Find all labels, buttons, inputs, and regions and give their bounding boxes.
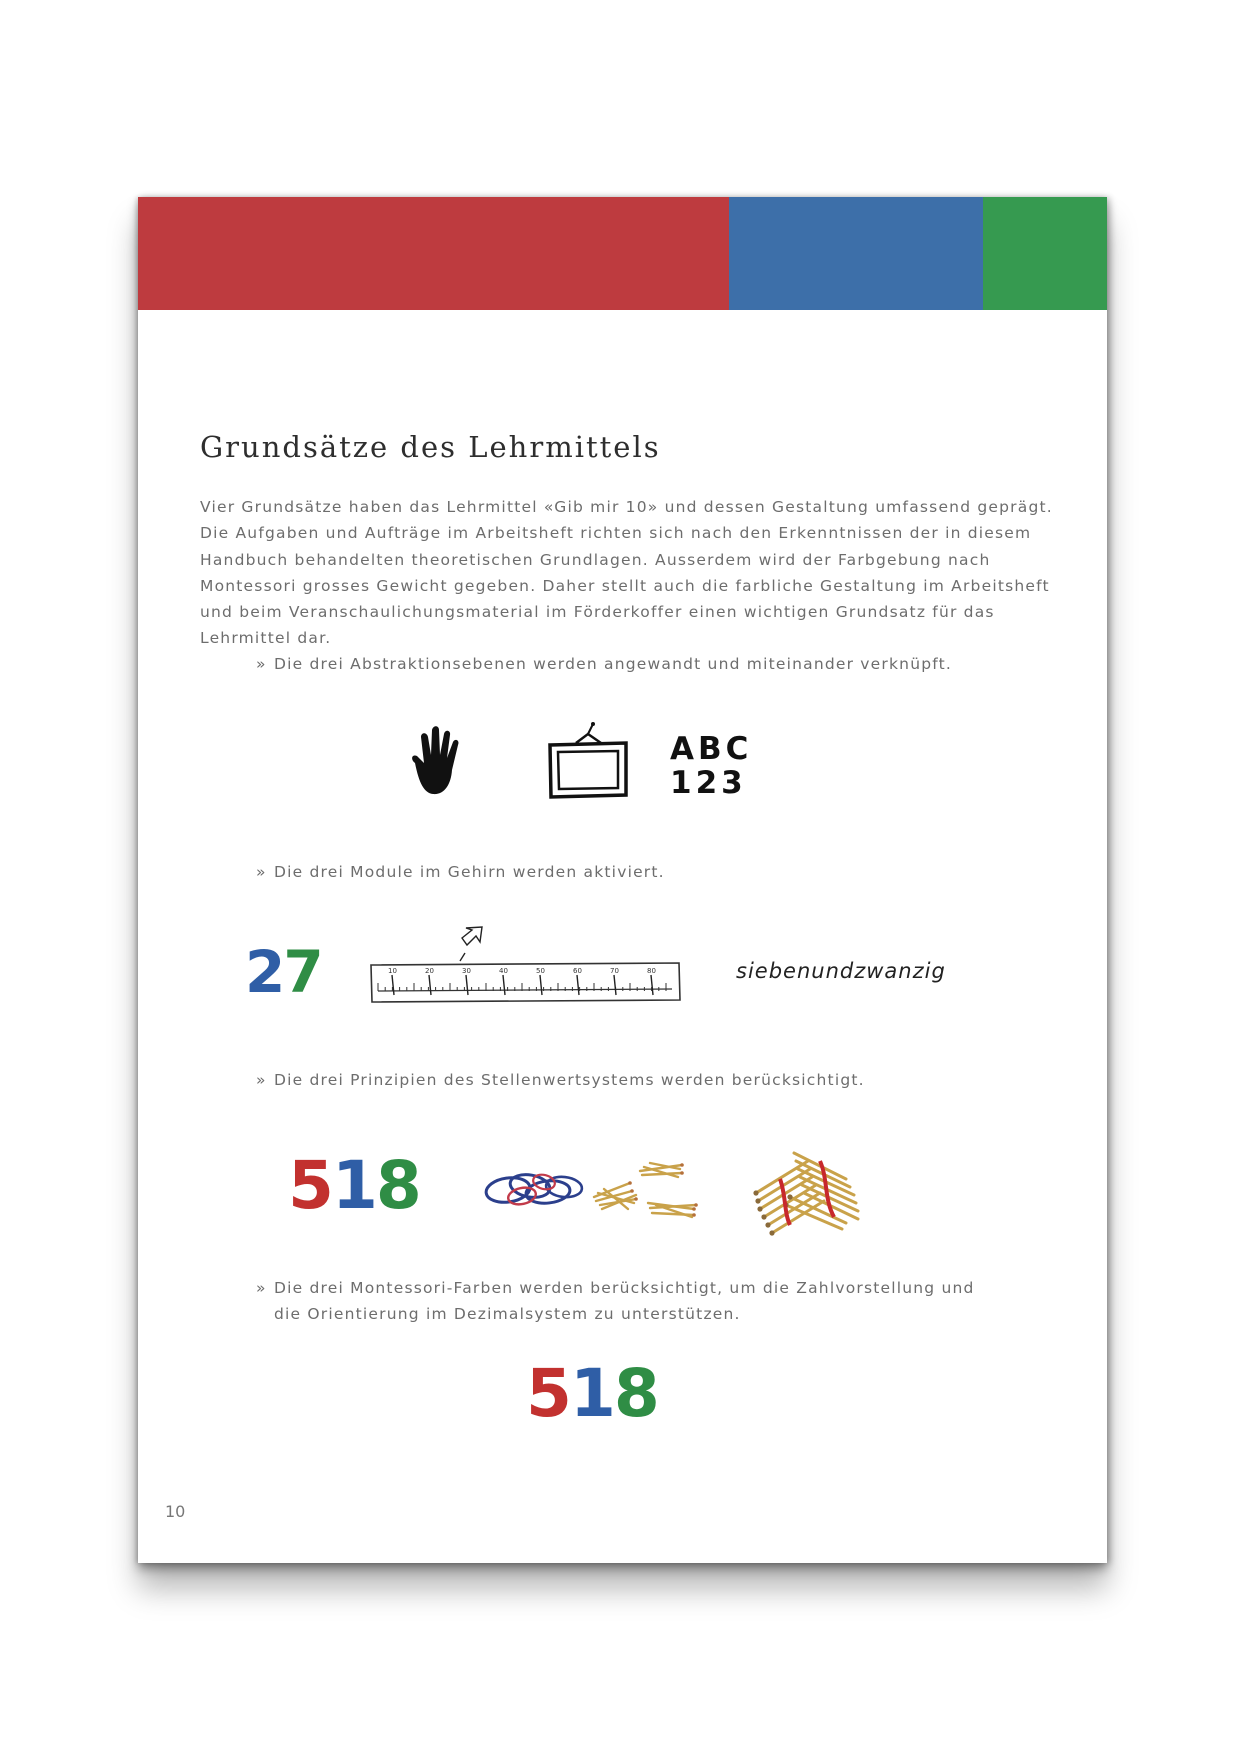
digit-ones: 8 [375,1147,420,1224]
tv-screen-icon [546,721,630,801]
digit-tens: 2 [245,938,284,1006]
bullet-montessori-colors [256,1275,975,1328]
ruler-major-tick [651,975,653,995]
bullet-abstraction-levels [256,651,952,677]
abc-123-symbol [670,732,752,800]
bullet-place-value-principles [256,1067,865,1093]
ruler-tick-label: 80 [647,967,656,975]
ruler-tick-label: 40 [499,967,508,975]
bullet-mark: » [256,863,267,881]
ruler-tick-label: 20 [425,967,434,975]
color-bar-blue [729,197,983,310]
ruler-major-tick [614,975,616,995]
color-bar-red [138,197,729,310]
page-number: 10 [165,1502,186,1521]
ruler-major-tick [503,975,505,995]
ruler-major-tick [577,975,579,995]
digit-hundreds: 5 [288,1147,332,1224]
bullet-text: Die drei Abstraktionsebenen werden angewandt und miteinander verknüpft. [274,655,953,673]
ruler-major-tick [466,975,468,995]
bullet-mark: » [256,1071,267,1089]
matchsticks-icon [590,1153,718,1223]
bullet-text: Die drei Module im Gehirn werden aktiviert. [274,863,665,881]
hand-icon [406,725,466,797]
page-title: Grundsätze des Lehrmittels [200,430,661,464]
number-518-second [526,1355,658,1432]
number-518-first [288,1147,420,1224]
numbers-text: 123 [670,765,747,801]
ruler-tick-label: 50 [536,967,545,975]
intro-paragraph: Vier Grundsätze haben das Lehrmittel «Gib mir 10» und dessen Gestaltung umfassend geprägt. Die Aufgaben und Aufträge im Arbeitsheft richten sich nach den Erkenntnissen der in diesem Handbuch behandelten theoretischen Grundlagen. Ausserdem wird der Farbgebung nach Montessori grosses Gewicht gegeben. Daher stellt auch die farbliche Gestaltung im Arbeitsheft und beim Veranschaulichungsmaterial im Förderkoffer einen wichtigen Grundsatz für das Lehrmittel dar. [200,498,1053,648]
ruler-major-tick [429,975,431,995]
bullet-brain-modules [256,859,665,885]
bullet-text: Die drei Montessori-Farben werden berücksichtigt, um die Zahlvorstellung und [274,1279,975,1297]
rubber-bands-icon [482,1166,586,1214]
stick-bundles-icon [750,1139,866,1243]
number-line-icon [368,925,683,1005]
bullet-text: Die drei Prinzipien des Stellenwertsystems werden berücksichtigt. [274,1071,865,1089]
bullet-mark: » [256,655,267,673]
digit-tens: 1 [331,1147,376,1224]
color-bar-green [983,197,1107,310]
ruler-tick-label: 10 [388,967,397,975]
ruler-tick-label: 30 [462,967,471,975]
ruler-major-tick [392,975,394,995]
digit-tens: 1 [569,1355,614,1432]
bullet-text-continued: die Orientierung im Dezimalsystem zu unterstützen. [274,1305,741,1324]
abc-text: ABC [670,731,753,767]
number-27 [245,938,322,1006]
digit-ones: 7 [283,938,322,1006]
number-word: siebenundzwanzig [736,959,946,983]
bullet-mark: » [256,1279,267,1297]
ruler-tick-label: 70 [610,967,619,975]
digit-hundreds: 5 [526,1355,570,1432]
digit-ones: 8 [613,1355,658,1432]
ruler-tick-label: 60 [573,967,582,975]
ruler-major-tick [540,975,542,995]
document-page [138,197,1107,1563]
color-header-bar [138,197,1107,310]
